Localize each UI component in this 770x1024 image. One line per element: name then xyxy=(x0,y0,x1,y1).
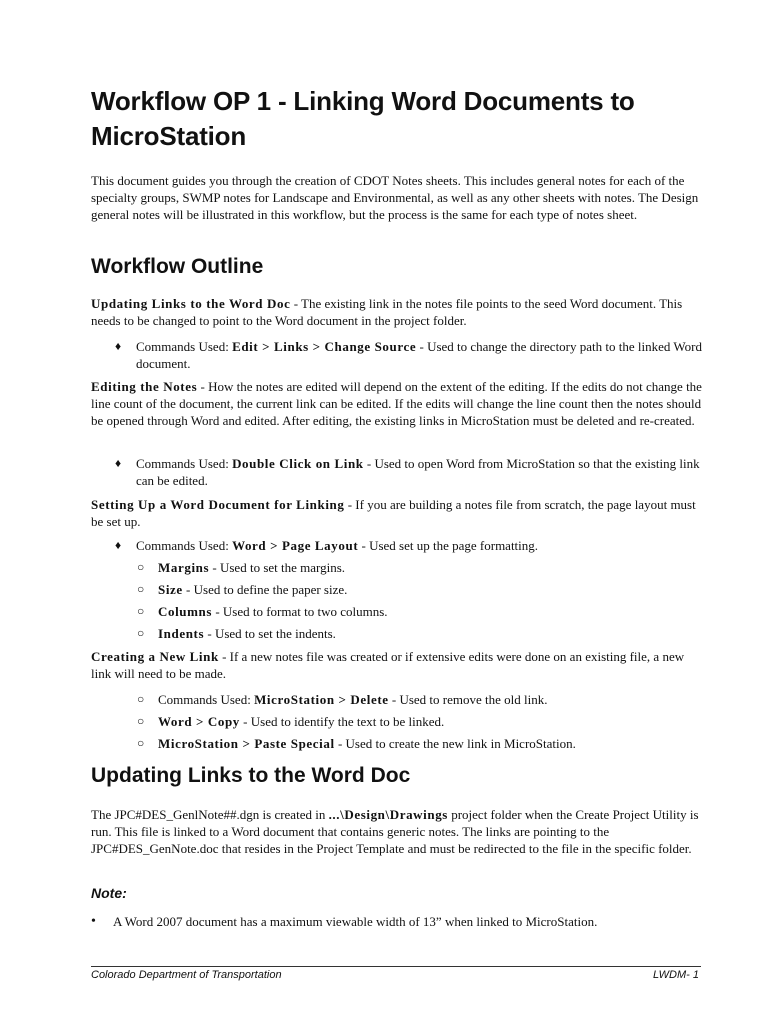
desc: - Used to remove the old link. xyxy=(388,692,548,707)
desc: - If you are building a notes file from scratch, the page layout must be set up. xyxy=(91,497,696,529)
note-label: Note: xyxy=(91,885,127,901)
circle-bullet-icon: ○ xyxy=(137,736,145,750)
term: MicroStation > Delete xyxy=(254,692,389,707)
circle-bullet-icon: ○ xyxy=(137,692,145,706)
term: Updating Links to the Word Doc xyxy=(91,296,291,311)
desc: - The existing link in the notes file points to the seed Word document. This needs to be changed to point to the Word document in the project folder. xyxy=(91,296,683,328)
term: Creating a New Link xyxy=(91,649,219,664)
text-after: project folder when the Create Project Utility is run. This file is linked to a Word document that contains generic notes. The links are pointing to the JPC#DES_GenNote.doc that resides in the Project Template and must be redirected to the file in the specific folder. xyxy=(91,807,699,856)
diamond-bullet-icon: ♦ xyxy=(115,538,122,552)
note-bullet-text: A Word 2007 document has a maximum viewable width of 13” when linked to MicroStation. xyxy=(113,914,598,929)
term: Editing the Notes xyxy=(91,379,198,394)
desc: - Used to set the indents. xyxy=(204,626,336,641)
footer-page-number: LWDM- 1 xyxy=(652,969,699,981)
outline-updating-links xyxy=(91,295,703,329)
footer-divider xyxy=(91,966,701,967)
updating-links-paragraph xyxy=(91,806,703,857)
sub-item-columns xyxy=(158,603,388,620)
circle-bullet-icon: ○ xyxy=(137,626,145,640)
path: ...\Design\Drawings xyxy=(328,807,448,822)
footer-organization: Colorado Department of Transportation xyxy=(91,969,282,981)
term: Indents xyxy=(158,626,205,641)
desc: - Used set up the page formatting. xyxy=(358,538,539,553)
page-title: Workflow OP 1 - Linking Word Documents to MicroStation xyxy=(91,86,635,151)
desc: - Used to change the directory path to the linked Word document. xyxy=(136,339,702,371)
sub-item-indents xyxy=(158,625,336,642)
circle-bullet-icon: ○ xyxy=(137,582,145,596)
outline-setting-up-commands xyxy=(136,537,704,554)
outline-editing-notes-commands xyxy=(136,455,704,489)
prefix: Commands Used: xyxy=(136,339,233,354)
desc: - Used to open Word from MicroStation so that the existing link can be edited. xyxy=(136,456,700,488)
term: Word > Copy xyxy=(158,714,240,729)
sub-item-microstation-delete xyxy=(158,691,548,708)
term: Word > Page Layout xyxy=(232,538,359,553)
circle-bullet-icon: ○ xyxy=(137,604,145,618)
desc: - How the notes are edited will depend on the extent of the editing. If the edits do not change the line count of the document, the current link can be edited. If the edits will change the line count then the notes should be opened through Word and edited. After editing, the existing links in MicroStation must be deleted and re-created. xyxy=(91,379,702,428)
prefix: Commands Used: xyxy=(136,538,233,553)
sub-item-size xyxy=(158,581,347,598)
term: Double Click on Link xyxy=(232,456,364,471)
text-before: The JPC#DES_GenlNote##.dgn is created in xyxy=(91,807,329,822)
sub-item-paste-special xyxy=(158,735,576,752)
term: Margins xyxy=(158,560,210,575)
outline-setting-up-word-document xyxy=(91,496,703,530)
section-heading-updating-links: Updating Links to the Word Doc xyxy=(91,764,411,787)
desc: - Used to define the paper size. xyxy=(182,582,348,597)
desc: - If a new notes file was created or if extensive edits were done on an existing file, a new link will need to be made. xyxy=(91,649,685,681)
desc: - Used to set the margins. xyxy=(209,560,346,575)
desc: - Used to format to two columns. xyxy=(212,604,388,619)
diamond-bullet-icon: ♦ xyxy=(115,339,122,353)
document-page xyxy=(91,0,701,1024)
term: Columns xyxy=(158,604,213,619)
term: Setting Up a Word Document for Linking xyxy=(91,497,345,512)
outline-updating-links-commands xyxy=(136,338,704,372)
circle-bullet-icon: ○ xyxy=(137,714,145,728)
term: MicroStation > Paste Special xyxy=(158,736,335,751)
intro-paragraph: This document guides you through the creation of CDOT Notes sheets. This includes general notes for each of the specialty groups, SWMP notes for Landscape and Environmental, as well as any other sheets with notes. The Design general notes will be illustrated in this workflow, but the process is the same for each type of notes sheet. xyxy=(91,173,699,222)
diamond-bullet-icon: ♦ xyxy=(115,456,122,470)
term: Size xyxy=(158,582,183,597)
dot-bullet-icon: • xyxy=(91,914,96,929)
outline-creating-new-link xyxy=(91,648,703,682)
term: Edit > Links > Change Source xyxy=(232,339,417,354)
prefix: Commands Used: xyxy=(158,692,255,707)
desc: - Used to identify the text to be linked. xyxy=(239,714,445,729)
sub-item-margins xyxy=(158,559,345,576)
section-heading-workflow-outline: Workflow Outline xyxy=(91,255,264,278)
sub-item-word-copy xyxy=(158,713,444,730)
circle-bullet-icon: ○ xyxy=(137,560,145,574)
prefix: Commands Used: xyxy=(136,456,233,471)
desc: - Used to create the new link in MicroStation. xyxy=(334,736,576,751)
outline-editing-notes xyxy=(91,378,703,429)
